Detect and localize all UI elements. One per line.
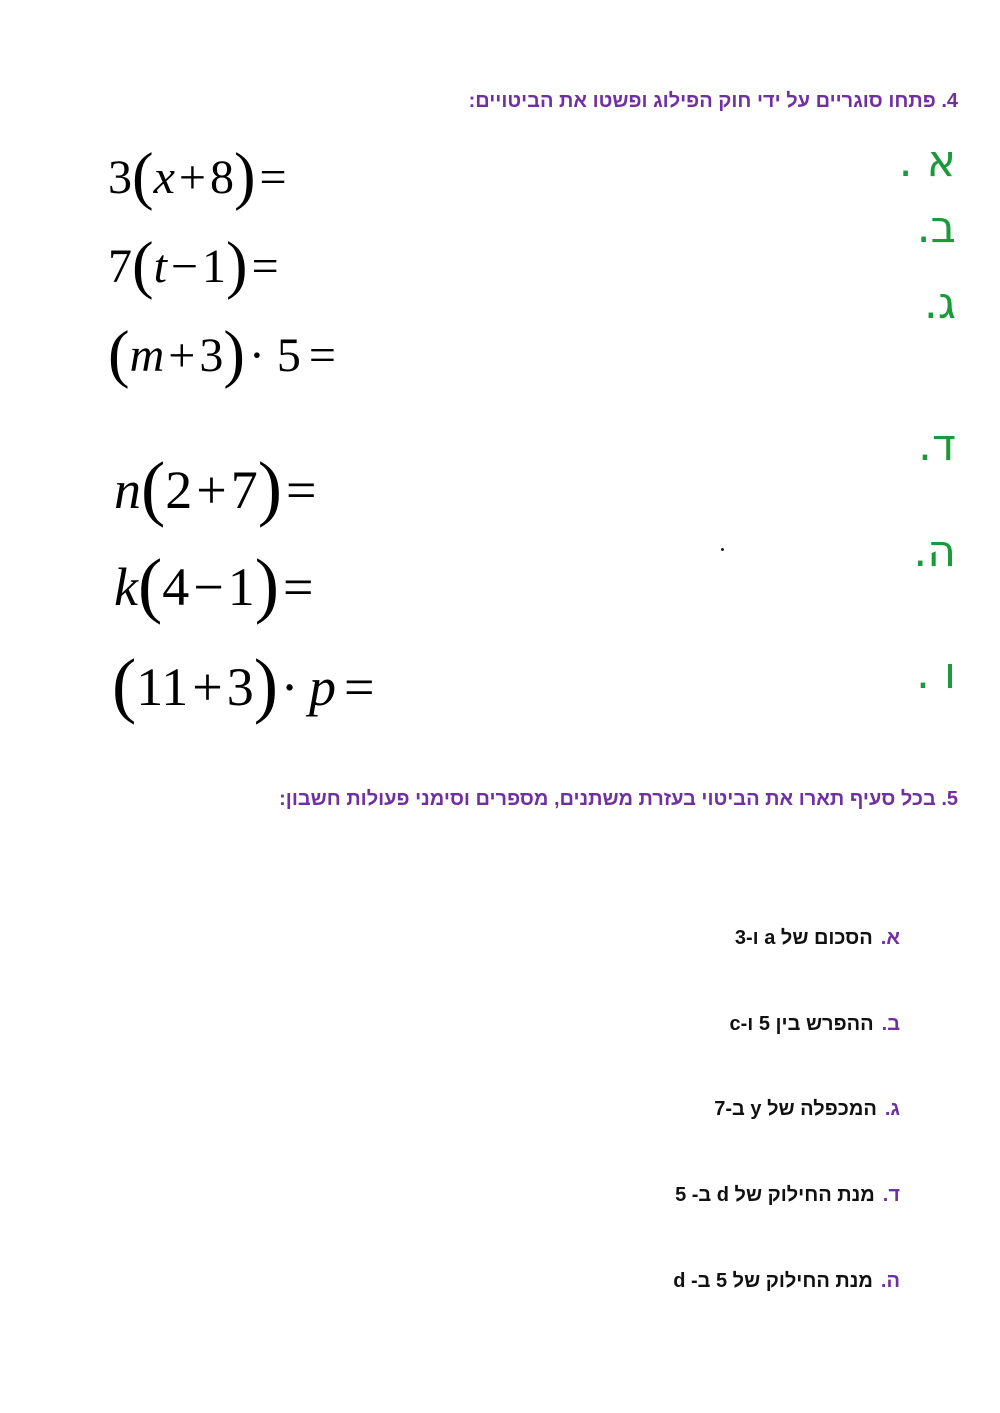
expr-operator: − bbox=[170, 240, 198, 293]
handwritten-label-5: ה. bbox=[913, 526, 956, 577]
expression-5 bbox=[114, 544, 317, 626]
close-paren: ) bbox=[223, 317, 245, 390]
item-text: ההפרש בין 5 ו-c bbox=[729, 1013, 874, 1035]
expression-1 bbox=[108, 139, 291, 212]
q5-item-2 bbox=[729, 1013, 900, 1036]
item-letter: ד. bbox=[882, 1184, 900, 1206]
expr-term-b: 1 bbox=[227, 557, 255, 617]
expression-4 bbox=[114, 447, 321, 529]
expression-2 bbox=[108, 228, 283, 301]
expr-term-b: 1 bbox=[202, 240, 226, 293]
expr-coefficient: 3 bbox=[108, 151, 132, 204]
item-text: מנת החילוק של 5 ב- d bbox=[673, 1270, 873, 1292]
open-paren: ( bbox=[112, 644, 137, 726]
equals-sign: = bbox=[286, 460, 317, 520]
expr-coefficient: n bbox=[114, 460, 141, 520]
expr-term-b: 8 bbox=[209, 151, 234, 204]
item-letter: א. bbox=[880, 927, 900, 949]
equals-sign: = bbox=[283, 557, 314, 617]
expr-post: · p bbox=[282, 657, 337, 717]
expr-post: · 5 bbox=[248, 329, 301, 382]
expr-operator: + bbox=[168, 329, 196, 382]
expr-operator: − bbox=[193, 557, 224, 617]
equals-sign: = bbox=[259, 151, 287, 204]
expression-6 bbox=[112, 644, 379, 726]
q5-item-1 bbox=[735, 927, 900, 950]
handwritten-label-1: א . bbox=[898, 136, 956, 187]
close-paren: ) bbox=[254, 544, 279, 626]
open-paren: ( bbox=[108, 317, 130, 390]
equals-sign: = bbox=[344, 657, 375, 717]
equals-sign: = bbox=[251, 240, 279, 293]
close-paren: ) bbox=[233, 139, 256, 212]
expr-term-b: 7 bbox=[230, 460, 258, 520]
expr-operator: + bbox=[178, 151, 206, 204]
stray-dot bbox=[721, 548, 724, 551]
expr-term-a: m bbox=[129, 329, 165, 382]
q5-item-3 bbox=[714, 1098, 900, 1121]
handwritten-label-6: ו . bbox=[916, 648, 956, 699]
expr-coefficient: 7 bbox=[108, 240, 132, 293]
handwritten-label-2: ב. bbox=[916, 202, 956, 253]
question-4-heading: 4. פתחו סוגריים על ידי חוק הפילוג ופשטו את הביטויים: bbox=[468, 90, 958, 112]
item-letter: ה. bbox=[880, 1270, 900, 1292]
expr-term-b: 3 bbox=[226, 657, 254, 717]
item-letter: ג. bbox=[884, 1098, 900, 1120]
handwritten-label-4: ד. bbox=[917, 420, 956, 471]
item-text: הסכום של a ו-3 bbox=[734, 927, 873, 949]
close-paren: ) bbox=[226, 228, 248, 301]
expr-term-b: 3 bbox=[199, 329, 224, 382]
question-5-heading: 5. בכל סעיף תארו את הביטוי בעזרת משתנים, מספרים וסימני פעולות חשבון: bbox=[279, 788, 958, 810]
close-paren: ) bbox=[253, 644, 279, 726]
expr-term-a: 2 bbox=[165, 460, 193, 520]
item-text: המכפלה של y ב-7 bbox=[714, 1098, 877, 1120]
expr-operator: + bbox=[196, 460, 227, 520]
item-text: מנת החילוק של d ב- 5 bbox=[675, 1184, 875, 1206]
expression-3 bbox=[108, 317, 340, 390]
q5-item-4 bbox=[675, 1184, 900, 1207]
equals-sign: = bbox=[308, 329, 336, 382]
expr-term-a: 4 bbox=[162, 557, 190, 617]
close-paren: ) bbox=[257, 447, 283, 529]
expr-term-a: t bbox=[153, 240, 167, 293]
q5-item-5 bbox=[673, 1270, 900, 1293]
open-paren: ( bbox=[132, 228, 154, 301]
expr-coefficient: k bbox=[114, 557, 138, 617]
open-paren: ( bbox=[141, 447, 166, 529]
expr-term-a: 11 bbox=[136, 657, 189, 717]
open-paren: ( bbox=[132, 139, 154, 212]
open-paren: ( bbox=[137, 544, 163, 626]
expr-term-a: x bbox=[153, 151, 175, 204]
expr-operator: + bbox=[192, 657, 223, 717]
handwritten-label-3: ג. bbox=[923, 278, 956, 329]
item-letter: ב. bbox=[881, 1013, 900, 1035]
